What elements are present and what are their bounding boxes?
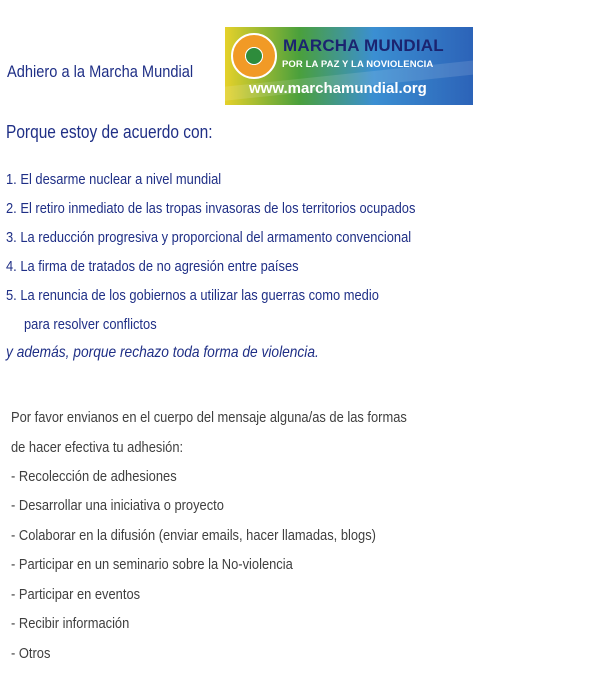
list-item-continuation: para resolver conflictos: [24, 316, 157, 333]
banner-url: www.marchamundial.org: [249, 80, 427, 97]
list-item: 1. El desarme nuclear a nivel mundial: [6, 171, 222, 188]
banner-title: MARCHA MUNDIAL: [283, 36, 444, 55]
list-item: 3. La reducción progresiva y proporcional del armamento convencional: [6, 229, 412, 246]
option-item: - Desarrollar una iniciativa o proyecto: [11, 497, 224, 514]
list-item: 5. La renuncia de los gobiernos a utilizar las guerras como medio: [6, 287, 379, 304]
list-item: 2. El retiro inmediato de las tropas invasoras de los territorios ocupados: [6, 200, 416, 217]
option-item: - Participar en un seminario sobre la No-violencia: [11, 556, 293, 573]
option-item: - Recibir información: [11, 615, 130, 632]
logo-center: [246, 48, 262, 64]
closing-statement: y además, porque rechazo toda forma de violencia.: [6, 344, 319, 361]
marcha-mundial-banner[interactable]: [225, 27, 473, 105]
option-item: - Colaborar en la difusión (enviar emails, hacer llamadas, blogs): [11, 527, 376, 544]
option-item: - Recolección de adhesiones: [11, 468, 177, 485]
list-item: 4. La firma de tratados de no agresión entre países: [6, 258, 299, 275]
globe-logo-icon: [231, 33, 277, 79]
banner-subtitle: POR LA PAZ Y LA NOVIOLENCIA: [282, 59, 434, 70]
agreement-heading: Porque estoy de acuerdo con:: [6, 122, 213, 142]
option-item: - Otros: [11, 645, 51, 662]
header-text: Adhiero a la Marcha Mundial: [7, 62, 194, 81]
request-text: Por favor envianos en el cuerpo del mensaje alguna/as de las formas: [11, 409, 407, 426]
option-item: - Participar en eventos: [11, 586, 141, 603]
request-text: de hacer efectiva tu adhesión:: [11, 439, 184, 456]
